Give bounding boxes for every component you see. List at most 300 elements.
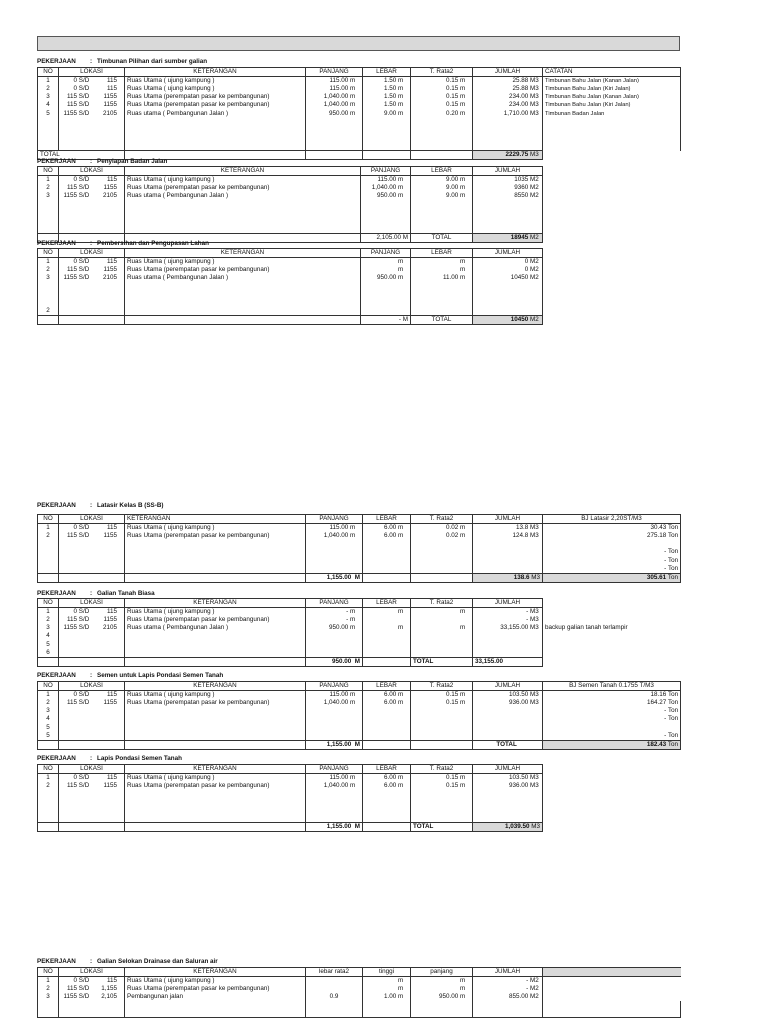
lokasi-cell [59, 691, 125, 700]
jumlah-cell [473, 110, 543, 118]
jumlah-cell [473, 993, 543, 1001]
keterangan-cell: Ruas Utama ( ujung kampung ) [125, 85, 306, 93]
empty-cell [306, 151, 363, 160]
table-header [38, 515, 681, 524]
empty-cell [473, 715, 543, 723]
jumlah-unit: M2 [530, 184, 539, 192]
panjang-unit: m [398, 184, 404, 192]
col-keterangan: KETERANGAN [125, 765, 306, 774]
lokasi-from: 1155 [63, 109, 77, 117]
section-name: Penyiapan Badan Jalan [97, 158, 168, 165]
tebal-cell [411, 699, 473, 707]
keterangan-cell: Ruas Utama ( ujung kampung ) [125, 77, 306, 86]
empty-cell [473, 724, 543, 732]
empty-cell [59, 807, 125, 815]
lokasi-sd: S/D [78, 985, 90, 993]
empty-cell [59, 815, 125, 823]
total-row [38, 823, 543, 832]
keterangan-cell: Pembangunan jalan [125, 993, 306, 1001]
total-ton-unit: Ton [667, 740, 678, 748]
empty-cell [125, 823, 306, 832]
row-no: 2 [38, 699, 59, 707]
col-no: NO [38, 968, 59, 977]
empty-cell [363, 142, 411, 150]
panjang-value: 1,040.00 [323, 101, 349, 109]
empty-cell [363, 151, 411, 160]
row-no: 4 [38, 632, 59, 640]
keterangan-cell: Ruas Utama ( ujung kampung ) [125, 176, 361, 185]
lebar-unit: m [398, 93, 404, 101]
lokasi-from: 0 [73, 608, 77, 615]
col-keterangan: KETERANGAN [125, 167, 361, 176]
panjang-value: 1,040.00 [323, 532, 349, 540]
empty-cell [38, 118, 59, 126]
ton-unit: Ton [668, 731, 679, 739]
tebal-unit: m [460, 85, 466, 93]
col-bj: BJ Latasir 2,20ST/M3 [543, 515, 681, 524]
panjang-unit: m [398, 266, 404, 274]
colon: : [89, 240, 93, 247]
lokasi-to: 2105 [102, 192, 117, 200]
ton-cell [543, 565, 681, 574]
lokasi-to: 1155 [103, 93, 117, 101]
jumlah-unit: M3 [530, 691, 539, 698]
total-cell [473, 151, 543, 160]
ton-cell [543, 557, 681, 565]
total-cell [473, 823, 543, 832]
empty-cell [363, 134, 411, 142]
lokasi-from: 0 [73, 774, 77, 781]
keterangan-cell [125, 307, 361, 316]
total-ton: 182.43 [646, 740, 667, 748]
ton-cell [543, 699, 681, 707]
col-jumlah: JUMLAH [473, 682, 543, 691]
col-no: NO [38, 167, 59, 176]
panjang-unit: m [350, 782, 356, 790]
col-no: NO [38, 515, 59, 524]
panjang-unit: m [398, 274, 404, 282]
ton-value: - [664, 548, 667, 556]
empty-cell [543, 657, 681, 666]
panjang-cell [361, 184, 411, 192]
table-drainase [37, 967, 681, 1018]
lokasi-to: 1155 [103, 101, 117, 109]
tinggi-cell [363, 985, 411, 993]
tebal-value: 0.20 [445, 109, 459, 117]
empty-cell [59, 126, 125, 134]
lebar-cell [363, 691, 411, 700]
empty-cell [125, 134, 306, 142]
empty-cell [306, 134, 363, 142]
col-lebar-rata: lebar rata2 [306, 968, 363, 977]
jumlah-cell [473, 782, 543, 790]
lokasi-sd: S/D [78, 691, 90, 698]
total-row [38, 657, 681, 666]
table-row [38, 624, 681, 632]
col-jumlah: JUMLAH [473, 765, 543, 774]
col-keterangan: KETERANGAN [125, 682, 306, 691]
table-row [38, 782, 543, 790]
empty-cell [59, 291, 125, 299]
colon: : [89, 502, 93, 509]
total-panjang-unit: M [402, 315, 408, 323]
row-no: 2 [38, 616, 59, 624]
empty-cell [543, 126, 681, 134]
row-no: 2 [38, 782, 59, 790]
table-row [38, 258, 543, 267]
tebal-cell [411, 93, 473, 101]
jumlah-unit: M3 [530, 532, 539, 540]
tinggi-value: 1.00 [383, 993, 397, 1001]
empty-cell [59, 641, 125, 649]
catatan-cell: Timbunan Bahu Jalan (Kanan Jalan) [543, 77, 681, 86]
empty-cell [363, 740, 411, 749]
total-row [38, 573, 681, 582]
empty-cell [59, 209, 125, 217]
lokasi-to: 2105 [102, 624, 117, 632]
total-value: 10450 [510, 315, 529, 323]
section-name: Pembersihan dan Pengupasan Lahan [97, 240, 209, 247]
empty-cell [125, 815, 306, 823]
table-row [38, 807, 543, 815]
tebal-cell [411, 608, 473, 617]
table-row [38, 790, 543, 798]
empty-cell [306, 126, 363, 134]
row-no: 3 [38, 707, 59, 715]
jumlah-unit: M2 [530, 192, 539, 200]
empty-cell [59, 715, 125, 723]
empty-cell [543, 134, 681, 142]
row-no: 6 [38, 649, 59, 658]
col-panjang: PANJANG [306, 599, 363, 608]
empty-cell [411, 118, 473, 126]
header-bar [37, 36, 680, 51]
jumlah-value: 33,155.00 [500, 624, 529, 632]
empty-cell [125, 540, 306, 548]
lebar-value: 6.00 [383, 532, 397, 540]
panjang-cell [361, 307, 411, 316]
section-name: Lapis Pondasi Semen Tanah [97, 755, 182, 762]
lebar-value: 9.00 [383, 109, 397, 117]
panjang-cell [306, 101, 363, 109]
total-panjang-cell [306, 573, 363, 582]
lokasi-to: 115 [106, 691, 117, 698]
lokasi-from: 115 [66, 184, 77, 192]
jumlah-value: 8550 [514, 192, 529, 200]
empty-cell [306, 565, 363, 574]
jumlah-value: 1,710.00 [503, 109, 529, 117]
table-header [38, 968, 681, 977]
col-lebar: LEBAR [411, 167, 473, 176]
empty-header [543, 599, 681, 608]
total-label-cell [411, 740, 473, 749]
table-row [38, 274, 543, 282]
ton-unit: Ton [668, 556, 679, 564]
total-panjang-cell [306, 657, 363, 666]
table-row [38, 815, 543, 823]
empty-cell [38, 823, 59, 832]
colon: : [89, 672, 93, 679]
empty-cell [473, 807, 543, 815]
empty-cell [125, 225, 361, 233]
total-cell [473, 740, 543, 749]
total-value: 33,155.00 [473, 657, 543, 666]
table-row [38, 641, 681, 649]
total-label: TOTAL [38, 151, 125, 160]
lebar-value: 6.00 [383, 699, 397, 707]
panjang-value: 1,040.00 [371, 184, 397, 192]
jumlah-value: 936.00 [508, 699, 529, 707]
panjang-cell [411, 977, 473, 986]
row-no: 1 [38, 258, 59, 267]
col-lokasi: LOKASI [59, 249, 125, 258]
empty-cell [411, 557, 473, 565]
jumlah-unit: M3 [530, 699, 539, 707]
empty-cell [59, 565, 125, 574]
empty-cell [38, 573, 59, 582]
total-panjang: 950.00 [331, 657, 352, 665]
lokasi-from: 115 [66, 782, 77, 790]
section-title [37, 240, 209, 247]
jumlah-unit: M2 [530, 258, 539, 265]
keterangan-cell: Ruas Utama ( ujung kampung ) [125, 258, 361, 267]
tebal-unit: m [460, 774, 466, 781]
total-label: TOTAL [411, 657, 473, 666]
lebar-value: 1.50 [383, 77, 397, 84]
lebar-cell [363, 85, 411, 93]
jumlah-value: 10450 [510, 274, 529, 282]
lokasi-sd: S/D [78, 616, 90, 624]
jumlah-unit: M3 [530, 782, 539, 790]
panjang-unit: m [398, 192, 404, 200]
empty-cell [411, 565, 473, 574]
panjang-cell [361, 266, 411, 274]
table-row [38, 732, 681, 741]
col-panjang: PANJANG [306, 515, 363, 524]
empty-cell [306, 1010, 363, 1018]
lebar-cell [363, 93, 411, 101]
ton-value: - [664, 556, 667, 564]
empty-cell [363, 823, 411, 832]
col-keterangan: KETERANGAN [125, 968, 306, 977]
empty-cell [59, 1010, 125, 1018]
empty-cell [543, 649, 681, 658]
table-row [38, 217, 543, 225]
empty-cell [363, 118, 411, 126]
jumlah-value: 234.00 [508, 101, 529, 109]
empty-cell [473, 1001, 543, 1009]
col-lebar: LEBAR [411, 249, 473, 258]
lebar-cell [411, 184, 473, 192]
lokasi-from: 0 [73, 977, 77, 984]
col-panjang: PANJANG [306, 682, 363, 691]
panjang-unit: m [350, 699, 356, 707]
empty-cell [411, 649, 473, 658]
empty-cell [38, 209, 59, 217]
empty-cell [411, 200, 473, 208]
table-row [38, 192, 543, 200]
empty-cell [411, 126, 473, 134]
lokasi-from: 115 [66, 93, 77, 101]
lokasi-to: 1155 [103, 699, 117, 707]
row-no: 2 [38, 85, 59, 93]
note-cell [543, 608, 681, 617]
table-timbunan [37, 67, 681, 160]
lokasi-sd: S/D [78, 608, 90, 615]
lokasi-cell [59, 985, 125, 993]
lokasi-sd: S/D [78, 624, 90, 632]
table-row [38, 93, 681, 101]
panjang-unit: m [460, 985, 466, 993]
table-row [38, 699, 681, 707]
col-tebal: T. Rata2 [411, 515, 473, 524]
panjang-unit: m [350, 774, 356, 781]
lebar-value: 6.00 [383, 524, 397, 531]
catatan-cell: Timbunan Bahu Jalan (Kiri Jalan) [543, 101, 681, 109]
lokasi-sd: S/D [78, 85, 90, 93]
note-cell [543, 616, 681, 624]
col-lokasi: LOKASI [59, 682, 125, 691]
ton-value: 164.27 [646, 699, 667, 707]
empty-cell [38, 548, 59, 556]
ton-cell [543, 732, 681, 741]
empty-cell [306, 807, 363, 815]
empty-cell [306, 790, 363, 798]
row-no: 1 [38, 774, 59, 783]
ton-value: 275.18 [646, 532, 667, 540]
col-lebar: LEBAR [363, 515, 411, 524]
panjang-value: - [346, 616, 349, 624]
empty-cell [38, 217, 59, 225]
lebar-unit: m [398, 699, 404, 707]
empty-cell [363, 1010, 411, 1018]
ton-cell [543, 691, 681, 700]
col-tebal: T. Rata2 [411, 765, 473, 774]
lokasi-cell [59, 608, 125, 617]
jumlah-unit: M2 [530, 993, 539, 1001]
lokasi-sd: S/D [78, 532, 90, 540]
empty-cell [38, 798, 59, 806]
lebar-value: 1.50 [383, 85, 397, 93]
empty-cell [306, 649, 363, 658]
lokasi-sd: S/D [78, 258, 90, 265]
table-penyiapan [37, 166, 543, 243]
table-row [38, 266, 543, 274]
lebar-cell [363, 532, 411, 540]
section-name: Semen untuk Lapis Pondasi Semen Tanah [97, 672, 224, 679]
total-panjang: - [398, 315, 401, 323]
lebar-unit: m [398, 532, 404, 540]
empty-cell [38, 557, 59, 565]
lebar-cell [363, 524, 411, 533]
table-header [38, 765, 543, 774]
empty-cell [125, 209, 361, 217]
empty-cell [473, 282, 543, 290]
lokasi-to: 1155 [103, 616, 117, 624]
jumlah-cell [473, 524, 543, 533]
empty-cell [306, 540, 363, 548]
empty-cell [411, 217, 473, 225]
lebar-value: 6.00 [383, 782, 397, 790]
row-no: 1 [38, 524, 59, 533]
colon: : [89, 958, 93, 965]
empty-cell [473, 118, 543, 126]
empty-cell [363, 815, 411, 823]
empty-cell [38, 225, 59, 233]
empty-cell [38, 565, 59, 574]
row-no: 2 [38, 307, 59, 316]
table-row [38, 540, 681, 548]
panjang-value: 950.00 [438, 993, 459, 1001]
jumlah-cell [473, 192, 543, 200]
pekerjaan-label: PEKERJAAN [37, 240, 76, 247]
total-row [38, 315, 543, 324]
empty-cell [125, 299, 361, 307]
col-keterangan: KETERANGAN [125, 68, 306, 77]
lebar-cell [363, 774, 411, 783]
tinggi-unit: m [398, 985, 404, 993]
col-lebar: LEBAR [363, 682, 411, 691]
keterangan-cell: Ruas utama ( Pembangunan Jalan ) [125, 192, 361, 200]
ton-unit: Ton [668, 532, 679, 540]
table-row [38, 209, 543, 217]
jumlah-value: - [526, 977, 529, 984]
lebar-unit: m [398, 524, 404, 531]
empty-cell [363, 649, 411, 658]
keterangan-cell: Ruas utama ( Pembangunan Jalan ) [125, 274, 361, 282]
col-jumlah: JUMLAH [473, 599, 543, 608]
empty-cell [38, 740, 59, 749]
table-header [38, 167, 543, 176]
panjang-cell [306, 691, 363, 700]
empty-cell [125, 715, 306, 723]
row-no: 3 [38, 93, 59, 101]
lebar-value: 9.00 [445, 176, 459, 183]
panjang-value: 115.00 [329, 77, 349, 84]
jumlah-value: - [526, 608, 529, 615]
empty-cell [59, 225, 125, 233]
lokasi-sd: S/D [78, 266, 90, 274]
ton-unit: Ton [668, 691, 679, 698]
jumlah-unit: M2 [530, 176, 539, 183]
jumlah-cell [473, 77, 543, 86]
col-lokasi: LOKASI [59, 968, 125, 977]
panjang-unit: m [350, 101, 356, 109]
panjang-cell [306, 110, 363, 118]
total-cell [473, 233, 543, 242]
jumlah-cell [473, 93, 543, 101]
jumlah-value: 9360 [514, 184, 529, 192]
col-jumlah: JUMLAH [473, 249, 543, 258]
table-row [38, 291, 543, 299]
total-value: 1,039.50 [504, 823, 530, 831]
empty-cell [306, 1001, 363, 1009]
row-no: 4 [38, 101, 59, 109]
keterangan-cell: Ruas Utama (perempatan pasar ke pembangunan) [125, 266, 361, 274]
empty-cell [38, 1001, 59, 1009]
tebal-value: 0.02 [445, 524, 459, 531]
jumlah-unit: M3 [530, 624, 539, 632]
panjang-unit: m [350, 691, 356, 698]
jumlah-cell [473, 699, 543, 707]
table-row [38, 134, 681, 142]
empty-cell [363, 657, 411, 666]
keterangan-cell: Ruas Utama (perempatan pasar ke pembangunan) [125, 985, 306, 993]
empty-cell [59, 299, 125, 307]
tinggi-cell [363, 993, 411, 1001]
tebal-cell [411, 624, 473, 632]
jumlah-cell [473, 176, 543, 185]
